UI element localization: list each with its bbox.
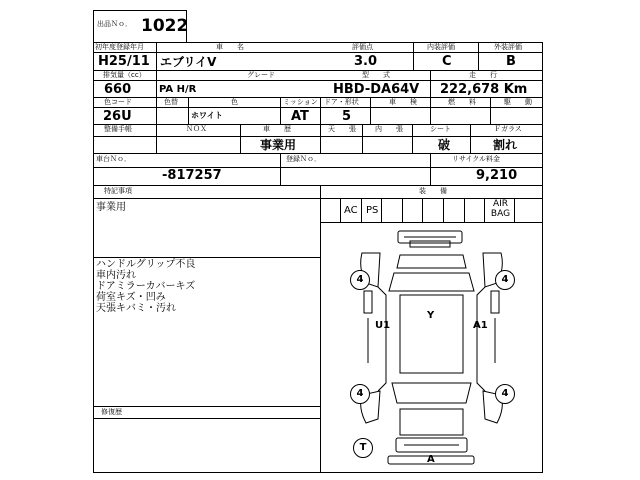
color-label: 色: [231, 98, 238, 106]
interior-grade-label: 内装評価: [427, 43, 455, 51]
remarks-label: 特記事項: [104, 187, 132, 195]
first-registration-label: 初年度登録年月: [95, 43, 144, 51]
lot-number-value: 1022: [141, 16, 189, 36]
equipment-ps: PS: [366, 205, 379, 216]
spare-tire-indicator: T: [353, 438, 373, 458]
note-item: ドアミラーカバーキズ: [96, 281, 196, 292]
damage-mark-rear: A: [427, 454, 435, 465]
recycle-fee-label: リサイクル料金: [452, 155, 501, 163]
door-shape-value: 5: [342, 109, 352, 124]
tire-front-right-indicator: 4: [495, 270, 515, 290]
door-shape-label: ドア・形状: [324, 98, 359, 106]
tire-rear-right-indicator: 4: [495, 384, 515, 404]
mileage-label: 走 行: [469, 71, 497, 79]
model-code-label: 型 式: [362, 71, 390, 79]
score-label: 評価点: [352, 43, 373, 51]
mission-label: ミッション: [283, 98, 318, 106]
damage-mark-roof: Y: [427, 310, 435, 321]
exterior-grade-value: B: [506, 54, 516, 69]
interior-trim-label: 内 張: [375, 125, 403, 133]
first-registration-value: H25/11: [98, 54, 150, 69]
car-diagram: [320, 223, 543, 473]
note-item: 荷室キズ・凹み: [96, 292, 166, 303]
grade-label: グレード: [247, 71, 275, 79]
mission-value: AT: [291, 109, 309, 124]
ceiling-label: 天 張: [328, 125, 356, 133]
history-label: 車 歴: [263, 125, 291, 133]
lot-number-label: 出品Ｎｏ．: [97, 20, 132, 28]
score-value: 3.0: [354, 54, 378, 69]
damage-mark-left: U1: [375, 320, 391, 331]
recycle-fee-value: 9,210: [476, 168, 518, 183]
equipment-ac: AC: [344, 205, 358, 216]
mileage-value: 222,678 Km: [440, 82, 528, 97]
equipment-label: 装 備: [419, 187, 447, 195]
chassis-number-value: -817257: [162, 168, 222, 183]
grade-value: PA H/R: [159, 84, 197, 95]
repair-history-label: 修復歴: [101, 408, 122, 416]
car-name-label: 車 名: [216, 43, 244, 51]
exterior-grade-label: 外装評価: [494, 43, 522, 51]
note-item: ハンドルグリップ不良: [96, 259, 196, 270]
drive-label: 駆 動: [504, 98, 532, 106]
equipment-airbag: AIR BAG: [490, 199, 511, 219]
damage-mark-right: A1: [473, 320, 488, 331]
history-value: 事業用: [260, 138, 297, 152]
displacement-label: 排気量（cc）: [103, 71, 146, 79]
displacement-value: 660: [104, 82, 132, 97]
tire-front-left-indicator: 4: [350, 270, 370, 290]
note-item: 車内汚れ: [96, 270, 136, 281]
chassis-number-label: 車台Ｎｏ．: [96, 155, 131, 163]
interior-grade-value: C: [442, 54, 452, 69]
seat-value: 破: [438, 138, 451, 152]
color-code-label: 色コード: [104, 98, 132, 106]
inspection-label: 車 検: [389, 98, 417, 106]
car-name-value: エブリイV: [160, 55, 217, 69]
color-swap-label: 色替: [164, 98, 178, 106]
seat-label: シート: [430, 125, 451, 133]
model-code-value: HBD-DA64V: [333, 82, 420, 97]
remarks-text: 事業用: [96, 202, 126, 213]
nox-label: ＮＯＸ: [186, 125, 207, 133]
front-glass-value: 割れ: [493, 138, 518, 152]
maintenance-record-label: 整備手帳: [104, 125, 132, 133]
note-item: 天張キバミ・汚れ: [96, 303, 176, 314]
registration-number-label: 登録Ｎｏ．: [286, 155, 321, 163]
fuel-label: 燃 料: [448, 98, 476, 106]
front-glass-label: Ｆガラス: [494, 125, 522, 133]
color-code-value: 26U: [103, 109, 132, 124]
color-value: ホワイト: [191, 111, 223, 120]
tire-rear-left-indicator: 4: [350, 384, 370, 404]
